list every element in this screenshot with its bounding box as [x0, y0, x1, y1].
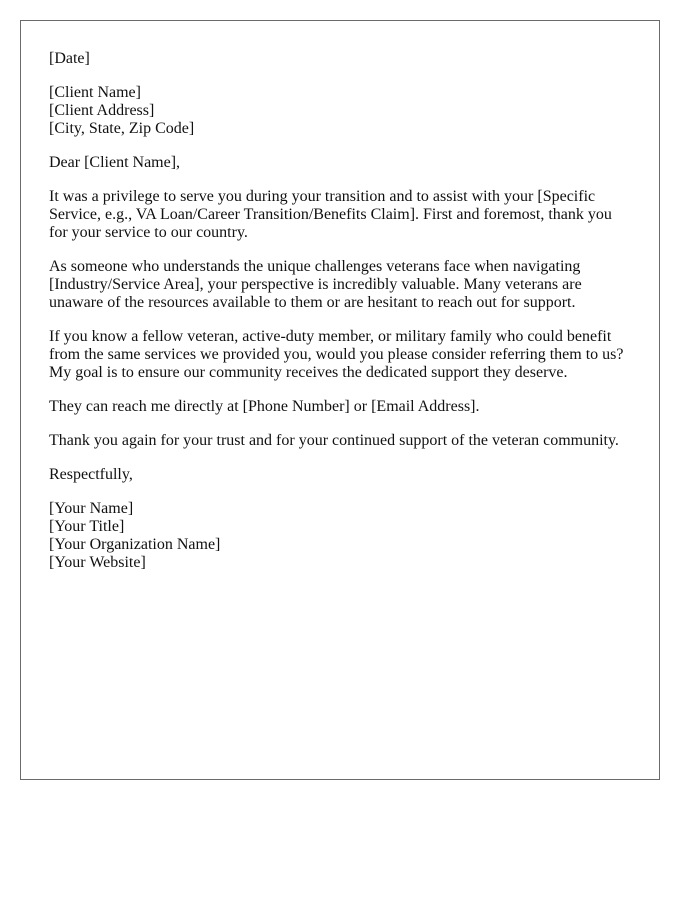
body-paragraph-3: If you know a fellow veteran, active-duty member, or military family who could benefit from the same services we provided you, would you please consider referring them to us? My goal is to ensure our community receives the dedicated support they deserve.: [49, 328, 624, 381]
recipient-address-block: [49, 84, 634, 138]
signature-title: [Your Title]: [49, 518, 125, 535]
letter-date: [Date]: [49, 50, 90, 67]
letter-page: [20, 20, 660, 780]
recipient-name: [Client Name]: [49, 84, 141, 101]
body-paragraph-1: It was a privilege to serve you during your transition and to assist with your [Specific Service, e.g., VA Loan/Career Transition/Benefits Claim]. First and foremost, thank you for your service to our country.: [49, 188, 612, 241]
signature-name: [Your Name]: [49, 500, 134, 517]
letter-body: [49, 50, 634, 588]
salutation: Dear [Client Name],: [49, 154, 181, 171]
body-paragraph-2: As someone who understands the unique challenges veterans face when navigating [Industry/Service Area], your perspective is incredibly valuable. Many veterans are unaware of the resources available to them or are hesitant to reach out for support.: [49, 258, 582, 311]
contact-paragraph: They can reach me directly at [Phone Number] or [Email Address].: [49, 398, 480, 415]
closing-thanks-paragraph: Thank you again for your trust and for your continued support of the veteran community.: [49, 432, 619, 449]
signature-organization: [Your Organization Name]: [49, 536, 221, 553]
recipient-address: [Client Address]: [49, 102, 155, 119]
signature-website: [Your Website]: [49, 554, 146, 571]
recipient-city-state-zip: [City, State, Zip Code]: [49, 120, 195, 137]
signature-block: [49, 500, 634, 572]
letter-date-block: [49, 50, 634, 68]
closing: Respectfully,: [49, 466, 133, 483]
